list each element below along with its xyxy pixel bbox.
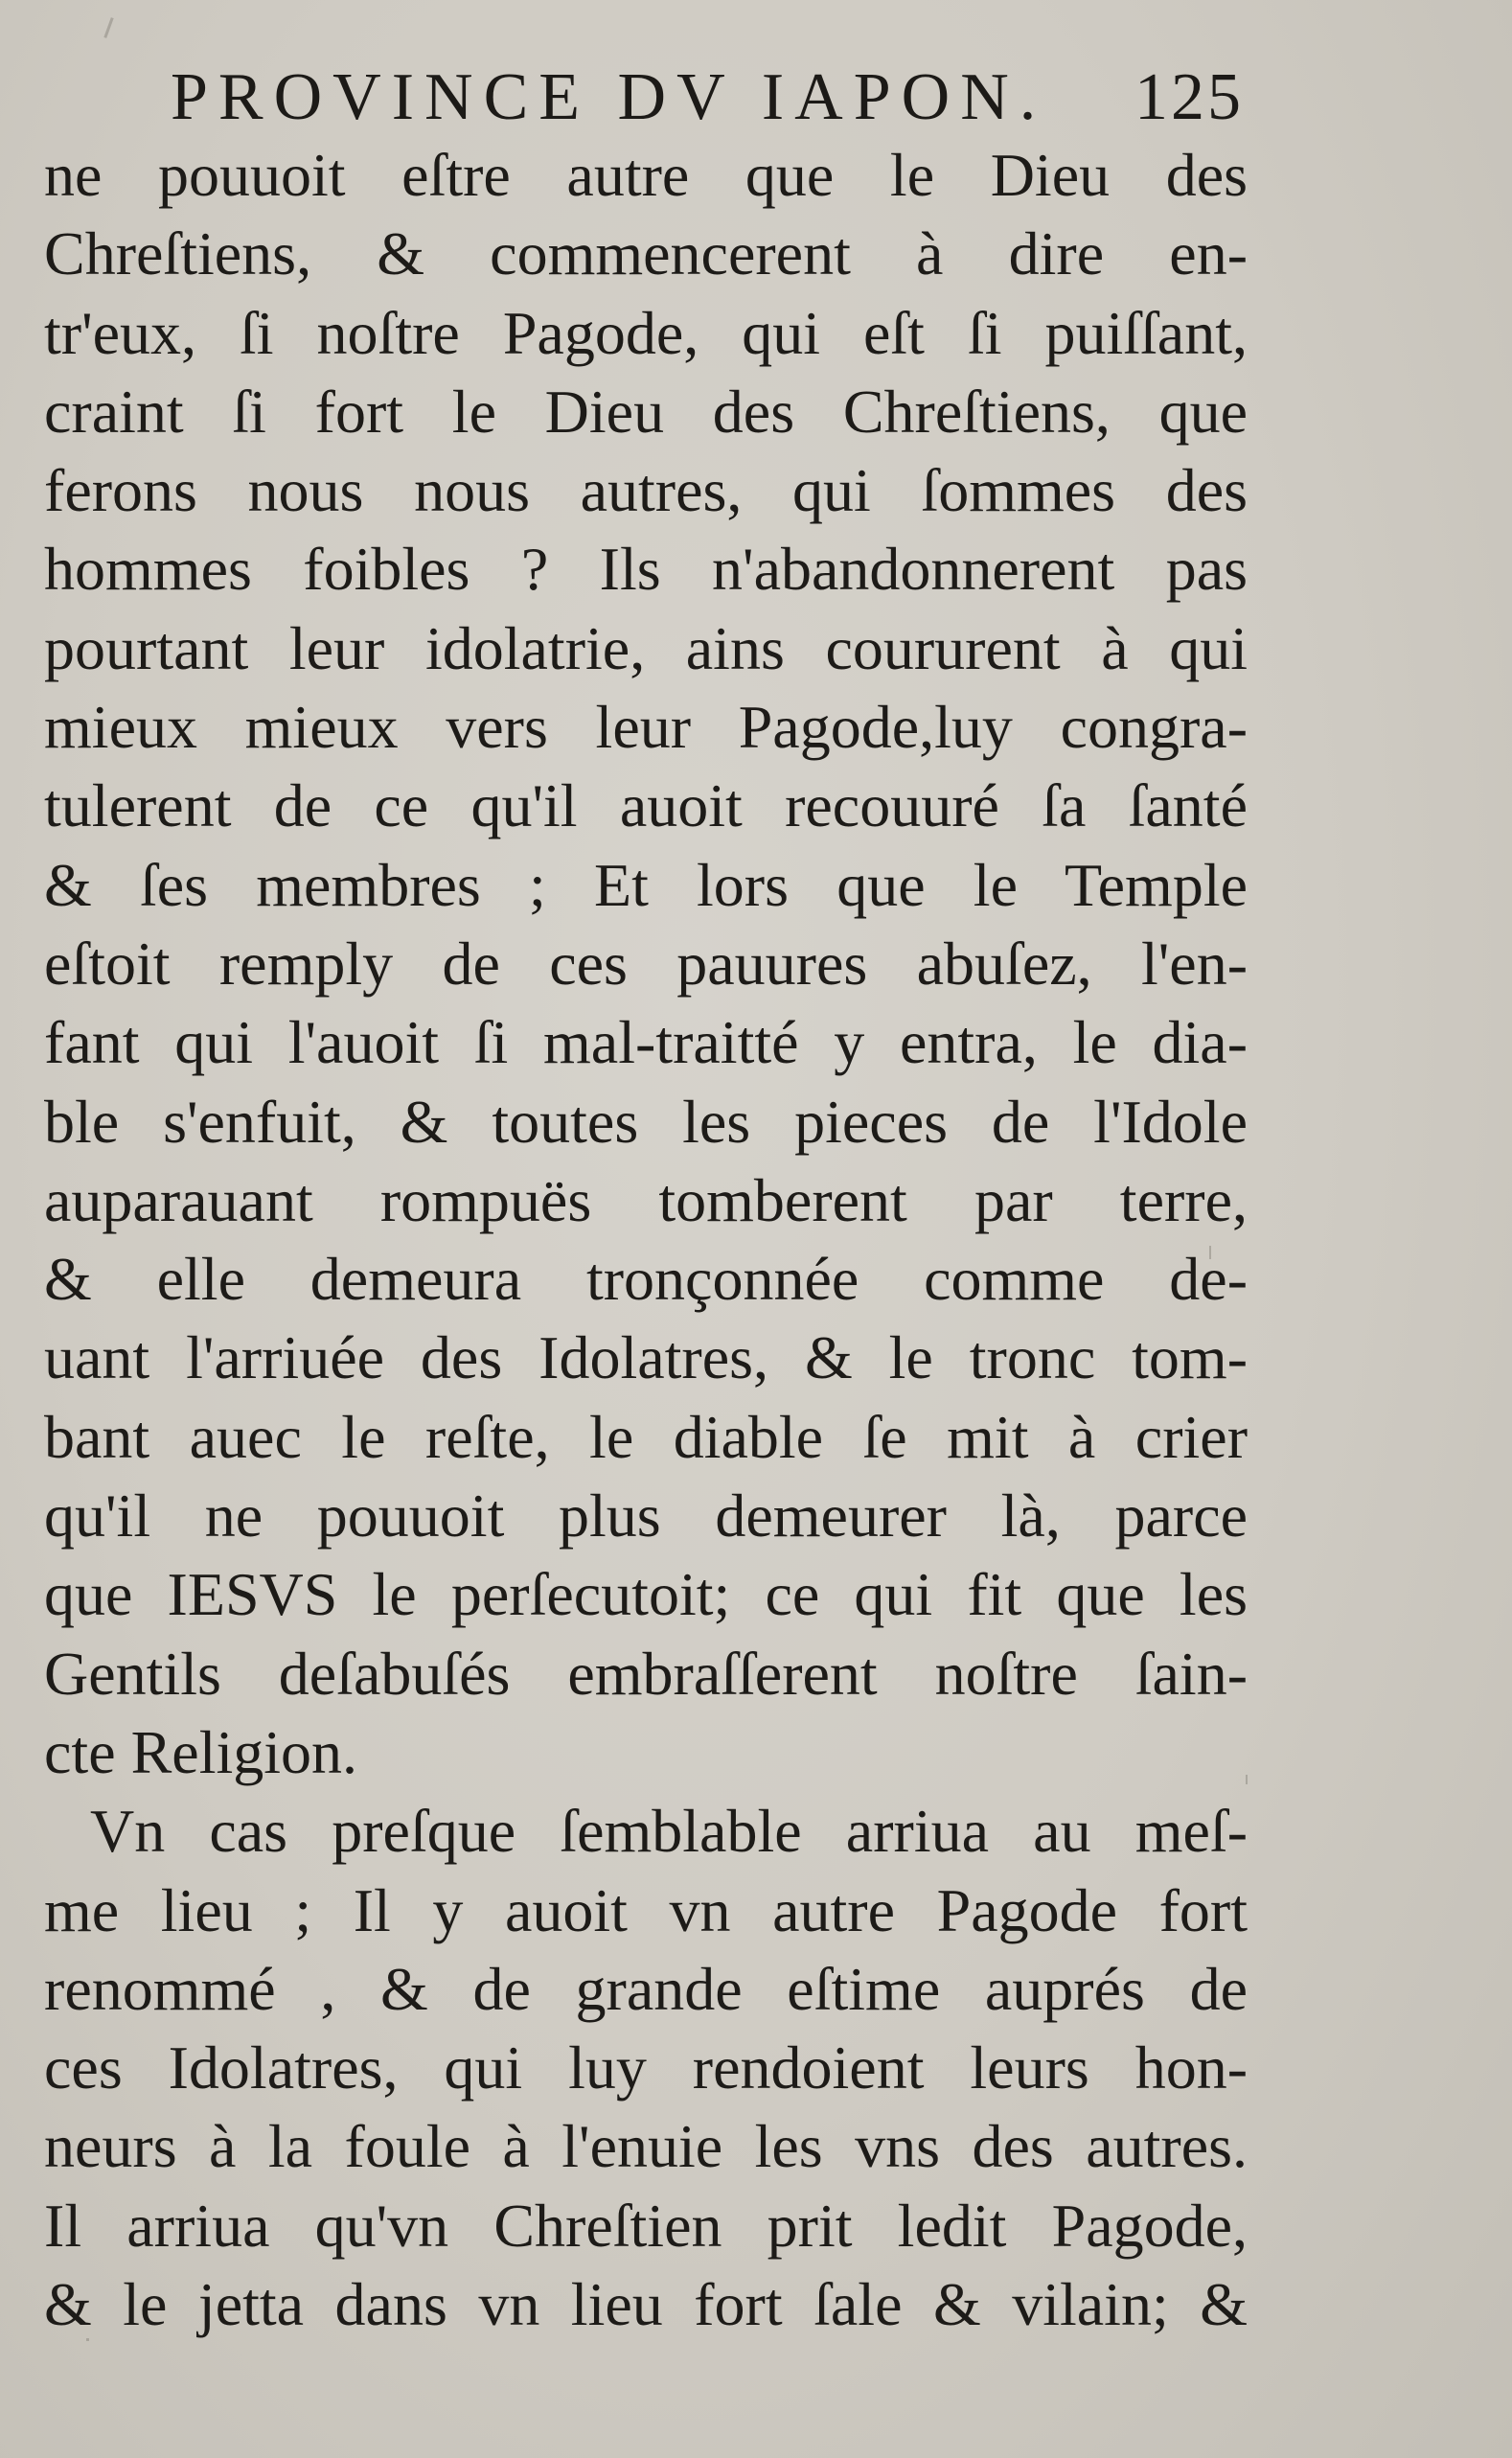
text-line: craint ſi fort le Dieu des Chreſtiens, que — [44, 377, 1248, 446]
text-line: & ſes membres ; Et lors que le Temple — [44, 850, 1248, 919]
text-line: tr'eux, ſi noſtre Pagode, qui eſt ſi puiſſant, — [44, 298, 1248, 367]
text-line: ces Idolatres, qui luy rendoient leurs hon- — [44, 2033, 1248, 2102]
text-line: Chreſtiens, & commencerent à dire en- — [44, 219, 1248, 288]
paragraph-first-line: Vn cas preſque ſemblable arriua au meſ- — [90, 1797, 1248, 1866]
text-line: tulerent de ce qu'il auoit recouuré ſa ſanté — [44, 771, 1248, 840]
text-line: pourtant leur idolatrie, ains coururent à qui — [44, 613, 1248, 682]
text-line: ne pouuoit eſtre autre que le Dieu des — [44, 141, 1248, 209]
text-line: hommes foibles ? Ils n'abandonnerent pas — [44, 535, 1248, 604]
body-text — [44, 136, 1248, 2344]
text-line: qu'il ne pouuoit plus demeurer là, parce — [44, 1482, 1248, 1551]
text-line: fant qui l'auoit ſi mal-traitté y entra, le dia- — [44, 1008, 1248, 1077]
text-line: mieux mieux vers leur Pagode,luy congra- — [44, 693, 1248, 762]
text-line: & elle demeura tronçonnée comme de- — [44, 1245, 1248, 1314]
page-number: 125 — [1134, 60, 1244, 134]
text-line: neurs à la foule à l'enuie les vns des autres. — [44, 2112, 1248, 2181]
text-line: uant l'arriuée des Idolatres, & le tronc tom- — [44, 1323, 1248, 1392]
text-line: auparauant rompuës tomberent par terre, — [44, 1165, 1248, 1234]
paper-speck — [103, 17, 113, 38]
running-title: PROVINCE DV IAPON. — [171, 60, 1047, 134]
text-line: me lieu ; Il y auoit vn autre Pagode fort — [44, 1875, 1248, 1944]
text-line: renommé , & de grande eſtime auprés de — [44, 1954, 1248, 2023]
text-line: ble s'enfuit, & toutes les pieces de l'Idole — [44, 1087, 1248, 1156]
text-line: Il arriua qu'vn Chreſtien prit ledit Pagode, — [44, 2191, 1248, 2260]
text-line: cte Religion. — [44, 1717, 358, 1786]
text-line: bant auec le reſte, le diable ſe mit à crier — [44, 1402, 1248, 1471]
text-line: & le jetta dans vn lieu fort ſale & vilain; & — [44, 2270, 1248, 2339]
text-line: que IESVS le perſecutoit; ce qui fit que les — [44, 1560, 1248, 1629]
text-line: eſtoit remply de ces pauures abuſez, l'en- — [44, 929, 1248, 998]
text-line: Gentils deſabuſés embraſſerent noſtre ſain- — [44, 1639, 1248, 1708]
running-header — [171, 59, 1244, 146]
text-line: ferons nous nous autres, qui ſommes des — [44, 456, 1248, 525]
